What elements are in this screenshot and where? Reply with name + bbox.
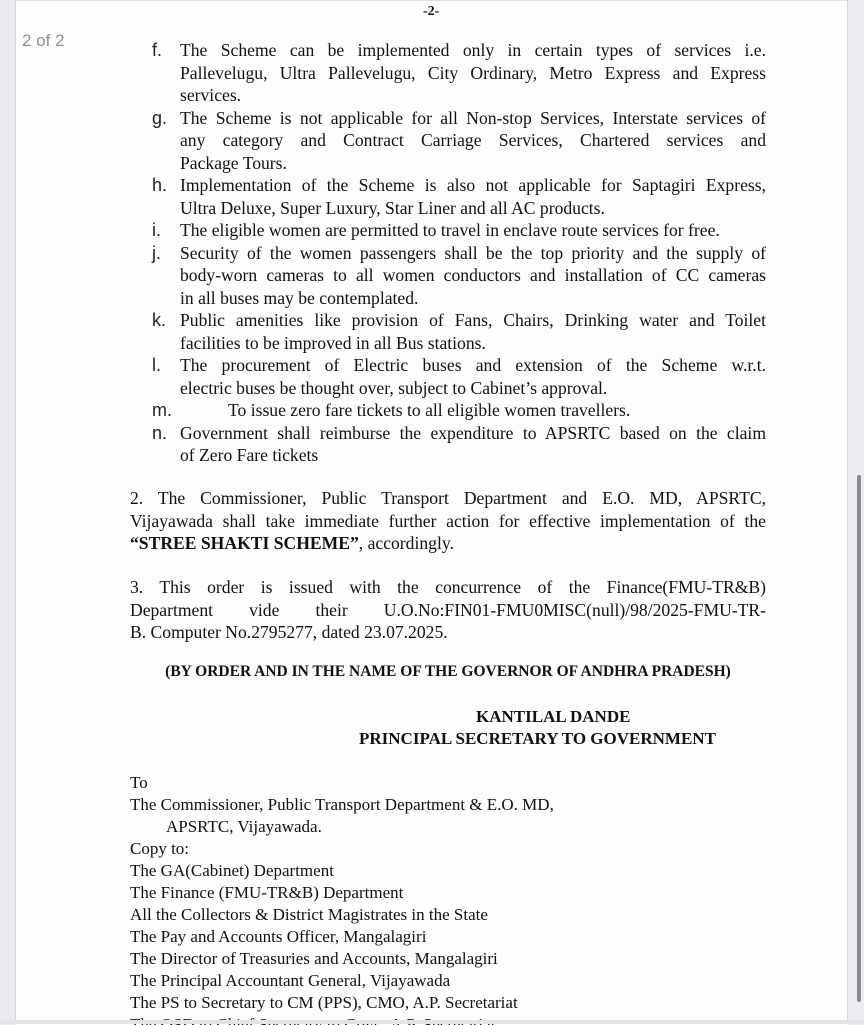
list-line: The Scheme can be implemented only in certain types of services i.e. (180, 40, 766, 60)
list-marker: h. (152, 175, 168, 195)
paragraph-line (130, 532, 766, 555)
list-item-n (136, 422, 766, 467)
list-line: The procurement of Electric buses and extension of the Scheme w.r.t. (180, 355, 766, 375)
conditions-list (136, 39, 766, 467)
signatory-name: KANTILAL DANDE (476, 707, 631, 726)
viewer-bottom-edge (0, 1020, 864, 1024)
paragraph-2 (130, 487, 766, 555)
vertical-scrollbar-thumb[interactable] (857, 475, 861, 1002)
list-line: in all buses may be contemplated. (180, 287, 419, 308)
page-indicator: 2 of 2 (22, 31, 65, 50)
list-line: any category and Contract Carriage Services, Chartered services and (180, 130, 766, 150)
paragraph-line: Vijayawada shall take immediate further action for effective implementation of the (130, 510, 766, 531)
list-item-h (136, 174, 766, 219)
list-line: electric buses be thought over, subject to Cabinet’s approval. (180, 377, 608, 398)
list-item-j (136, 242, 766, 310)
page-number: -2- (423, 4, 440, 19)
address-block (130, 772, 554, 1025)
paragraph-line: 3. This order is issued with the concurrence of the Finance(FMU-TR&B) (130, 577, 766, 597)
list-line: of Zero Fare tickets (180, 445, 319, 465)
signatory-designation: PRINCIPAL SECRETARY TO GOVERNMENT (359, 729, 716, 748)
paragraph-line: Department vide their U.O.No:FIN01-FMU0MISC(null)/98/2025-FMU-TR- (130, 599, 766, 620)
list-marker: k. (152, 310, 167, 330)
list-marker: j. (152, 242, 161, 263)
list-marker: l. (152, 355, 161, 375)
copy-to-label: Copy to: (130, 839, 190, 858)
list-line: The eligible women are permitted to travel in enclave route services for free. (180, 220, 720, 240)
list-item-m (136, 399, 766, 422)
list-marker: n. (152, 422, 168, 443)
list-line: To issue zero fare tickets to all eligible women travellers. (228, 400, 631, 420)
list-item-l (136, 354, 766, 399)
list-line: Pallevelugu, Ultra Pallevelugu, City Ordinary, Metro Express and Express (180, 62, 766, 83)
paragraph-tail: , accordingly. (358, 533, 454, 553)
document-page (16, 0, 847, 1025)
list-line: The Scheme is not applicable for all Non-stop Services, Interstate services of (180, 107, 766, 128)
list-marker: i. (152, 220, 161, 240)
to-label: To (130, 773, 148, 792)
list-line: Security of the women passengers shall be the top priority and the supply of (180, 242, 766, 263)
list-item-f (136, 39, 766, 107)
list-line: Public amenities like provision of Fans, Chairs, Drinking water and Toilet (180, 310, 766, 330)
copy-to-item: The Principal Accountant General, Vijayawada (130, 971, 451, 990)
to-line: The Commissioner, Public Transport Department & E.O. MD, (130, 795, 554, 814)
list-line: facilities to be improved in all Bus stations. (180, 332, 486, 353)
copy-to-item: The PS to Secretary to CM (PPS), CMO, A.P. Secretariat (130, 993, 518, 1012)
list-line: Ultra Deluxe, Super Luxury, Star Liner and all AC products. (180, 197, 605, 218)
list-line: Government shall reimburse the expenditure to APSRTC based on the claim (180, 422, 766, 443)
to-line: APSRTC, Vijayawada. (166, 817, 322, 836)
list-line: body-worn cameras to all women conductors and installation of CC cameras (180, 265, 766, 285)
list-item-g (136, 107, 766, 175)
copy-to-item: The Finance (FMU-TR&B) Department (130, 883, 404, 902)
list-marker: f. (152, 40, 163, 60)
copy-to-item: The Pay and Accounts Officer, Mangalagiri (130, 927, 427, 946)
viewer-right-gutter (847, 0, 864, 1024)
paragraph-3 (130, 576, 766, 644)
list-line: services. (180, 85, 242, 105)
list-line: Implementation of the Scheme is also not applicable for Saptagiri Express, (180, 175, 766, 195)
list-marker: m. (152, 400, 172, 420)
scheme-name: “STREE SHAKTI SCHEME” (130, 533, 359, 553)
copy-to-item: The Director of Treasuries and Accounts, Mangalagiri (130, 949, 498, 968)
list-line: Package Tours. (180, 152, 287, 173)
order-heading: (BY ORDER AND IN THE NAME OF THE GOVERNOR OF ANDHRA PRADESH) (165, 663, 731, 680)
viewer-left-gutter (0, 0, 16, 1024)
list-item-k (136, 309, 766, 354)
paragraph-line: B. Computer No.2795277, dated 23.07.2025. (130, 622, 448, 642)
list-marker: g. (152, 107, 168, 128)
copy-to-item: The GA(Cabinet) Department (130, 861, 334, 880)
paragraph-line: 2. The Commissioner, Public Transport Department and E.O. MD, APSRTC, (130, 488, 766, 508)
copy-to-item: All the Collectors & District Magistrates in the State (130, 905, 488, 924)
list-item-i (136, 219, 766, 242)
